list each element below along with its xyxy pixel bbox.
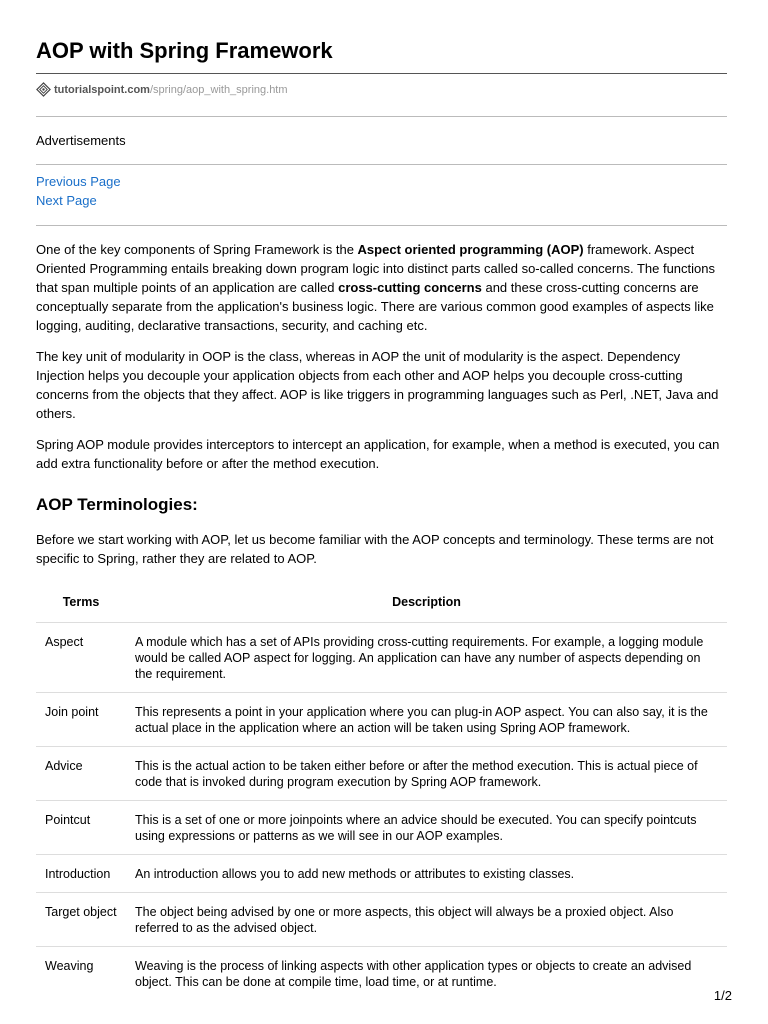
table-header-row	[36, 586, 727, 623]
previous-page-link[interactable]: Previous Page	[36, 174, 121, 189]
terminology-table	[36, 586, 727, 1000]
divider	[36, 225, 727, 226]
term-cell: Join point	[36, 693, 126, 747]
description-cell: The object being advised by one or more aspects, this object will always be a proxied object. Also referred to as the advised object.	[126, 893, 727, 947]
terminology-intro: Before we start working with AOP, let us become familiar with the AOP concepts and terminology. These terms are not specific to Spring, rather they are related to AOP.	[36, 532, 714, 566]
table-row	[36, 693, 727, 747]
intro-paragraph: One of the key components of Spring Framework is the Aspect oriented programming (AOP) framework. Aspect Oriented Programming entails breaking down program logic into distinct parts called so-called concerns. The functions that span multiple points of an application are called cross-cutting concerns and these cross-cutting concerns are conceptually separate from the application's business logic. There are various common good examples of aspects like logging, auditing, declarative transactions, security, and caching etc.	[36, 242, 715, 333]
source-url[interactable]	[36, 82, 288, 97]
advertisements-label: Advertisements	[36, 133, 126, 148]
table-row	[36, 855, 727, 893]
description-cell: A module which has a set of APIs providing cross-cutting requirements. For example, a logging module would be called AOP aspect for logging. An application can have any number of aspects depending on the requirement.	[126, 623, 727, 693]
source-path: /spring/aop_with_spring.htm	[149, 83, 288, 96]
description-cell: This is the actual action to be taken either before or after the method execution. This is actual piece of code that is invoked during program execution by Spring AOP framework.	[126, 747, 727, 801]
terms-header: Terms	[36, 586, 126, 623]
description-cell: Weaving is the process of linking aspects with other application types or objects to create an advised object. This can be done at compile time, load time, or at runtime.	[135, 959, 692, 989]
page-number: 1/2	[713, 988, 732, 1003]
description-cell: This is a set of one or more joinpoints where an advice should be executed. You can specify pointcuts using expressions or patterns as we will see in our AOP examples.	[126, 801, 727, 855]
description-cell: This represents a point in your application where you can plug-in AOP aspect. You can also say, it is the actual place in the application where an action will be taken using Spring AOP framework.	[126, 693, 727, 747]
description-cell: An introduction allows you to add new methods or attributes to existing classes.	[126, 855, 727, 893]
table-row	[36, 947, 727, 1001]
term-cell: Aspect	[36, 623, 126, 693]
interceptors-paragraph: Spring AOP module provides interceptors to intercept an application, for example, when a method is executed, you can add extra functionality before or after the method execution.	[36, 437, 720, 471]
section-heading: AOP Terminologies:	[36, 495, 198, 514]
article-body	[36, 240, 727, 1000]
divider	[36, 164, 727, 165]
term-cell: Target object	[36, 893, 126, 947]
tutorialspoint-logo-icon	[36, 82, 51, 97]
modularity-paragraph: The key unit of modularity in OOP is the class, whereas in AOP the unit of modularity is the aspect. Dependency Injection helps you decouple your application objects from each other and AOP helps you decouple cross-cutting concerns from the objects that they affect. AOP is like triggers in programming languages such as Perl, .NET, Java and others.	[36, 349, 719, 421]
term-cell: Weaving	[45, 959, 94, 973]
title-divider	[36, 73, 727, 74]
term-cell: Introduction	[36, 855, 126, 893]
divider	[36, 116, 727, 117]
next-page-link[interactable]: Next Page	[36, 193, 97, 208]
table-row	[36, 893, 727, 947]
table-row	[36, 747, 727, 801]
description-header: Description	[126, 586, 727, 623]
table-row	[36, 623, 727, 693]
term-cell: Pointcut	[36, 801, 126, 855]
term-cell: Advice	[36, 747, 126, 801]
source-domain: tutorialspoint.com	[54, 83, 150, 96]
page-title: AOP with Spring Framework	[36, 38, 333, 63]
table-row	[36, 801, 727, 855]
